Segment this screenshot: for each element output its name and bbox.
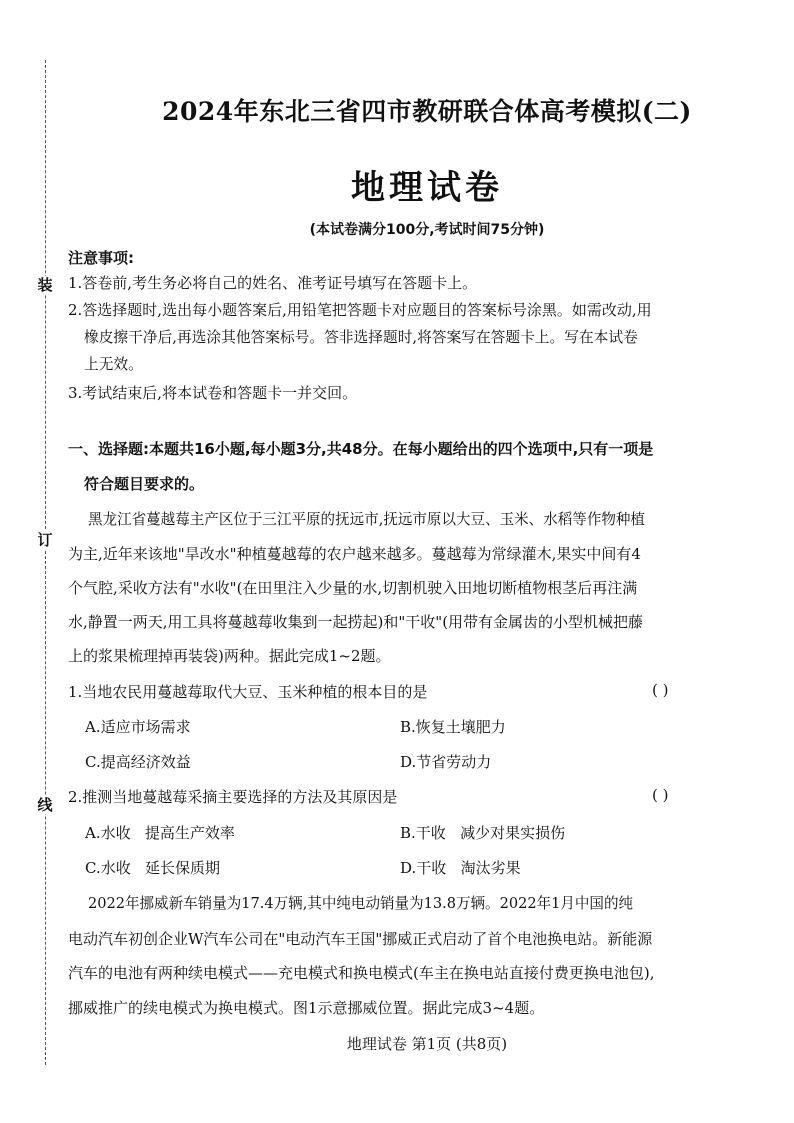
page-footer: 地理试卷 第1页 (共8页) <box>346 1035 508 1053</box>
answer-blank: ( ) <box>652 681 669 699</box>
passage-line: 汽车的电池有两种续电模式——充电模式和换电模式(车主在换电站直接付费更换电池包), <box>68 964 655 982</box>
note-line: 橡皮擦干净后,再选涂其他答案标号。答非选择题时,将答案写在答题卡上。写在本试卷 <box>84 328 638 346</box>
passage-line: 2022年挪威新车销量为17.4万辆,其中纯电动销量为13.8万辆。2022年1月中国的纯 <box>88 894 634 912</box>
binding-mark-xian: 线 <box>37 796 53 814</box>
binding-dashed-line <box>45 60 46 1065</box>
option-a: A.水收 提高生产效率 <box>85 824 235 842</box>
passage-line: 挪威推广的续电模式为换电模式。图1示意挪威位置。据此完成3~4题。 <box>68 999 545 1017</box>
notes-heading: 注意事项: <box>68 249 134 267</box>
passage-line: 电动汽车初创企业W汽车公司在"电动汽车王国"挪威正式启动了首个电池换电站。新能源 <box>68 930 653 948</box>
option-a: A.适应市场需求 <box>85 718 191 736</box>
exam-title: 2024年东北三省四市教研联合体高考模拟(二) <box>162 97 692 126</box>
option-d: D.干收 淘汰劣果 <box>400 859 521 877</box>
binding-mark-zhuang: 装 <box>37 276 53 294</box>
subject-title: 地理试卷 <box>351 168 503 208</box>
option-c: C.提高经济效益 <box>85 753 191 771</box>
binding-mark-ding: 订 <box>37 531 53 549</box>
note-line: 3.考试结束后,将本试卷和答题卡一并交回。 <box>68 384 358 402</box>
option-d: D.节省劳动力 <box>400 753 492 771</box>
option-c: C.水收 延长保质期 <box>85 859 221 877</box>
note-line: 1.答卷前,考生务必将自己的姓名、准考证号填写在答题卡上。 <box>68 274 478 292</box>
section-heading: 一、选择题:本题共16小题,每小题3分,共48分。在每小题给出的四个选项中,只有一项是 <box>68 440 654 458</box>
question-1-stem: 1.当地农民用蔓越莓取代大豆、玉米种植的根本目的是 <box>68 683 428 701</box>
question-2-stem: 2.推测当地蔓越莓采摘主要选择的方法及其原因是 <box>68 788 398 806</box>
passage-line: 水,静置一两天,用工具将蔓越莓收集到一起捞起)和"干收"(用带有金属齿的小型机械把藤 <box>68 613 644 631</box>
note-line: 2.答选择题时,选出每小题答案后,用铅笔把答题卡对应题目的答案标号涂黑。如需改动,用 <box>68 301 652 319</box>
note-line: 上无效。 <box>84 355 143 373</box>
section-heading-cont: 符合题目要求的。 <box>84 475 205 493</box>
passage-line: 黑龙江省蔓越莓主产区位于三江平原的抚远市,抚远市原以大豆、玉米、水稻等作物种植 <box>88 510 645 528</box>
option-b: B.恢复土壤肥力 <box>400 718 506 736</box>
option-b: B.干收 减少对果实损伤 <box>400 824 566 842</box>
answer-blank: ( ) <box>652 786 669 804</box>
passage-line: 上的浆果梳理掉再装袋)两种。据此完成1~2题。 <box>68 647 391 665</box>
passage-line: 为主,近年来该地"旱改水"种植蔓越莓的农户越来越多。蔓越莓为常绿灌木,果实中间有4 <box>68 545 641 563</box>
passage-line: 个气腔,采收方法有"水收"(在田里注入少量的水,切割机驶入田地切断植物根茎后再注满 <box>68 579 638 597</box>
exam-info: (本试卷满分100分,考试时间75分钟) <box>309 222 545 238</box>
